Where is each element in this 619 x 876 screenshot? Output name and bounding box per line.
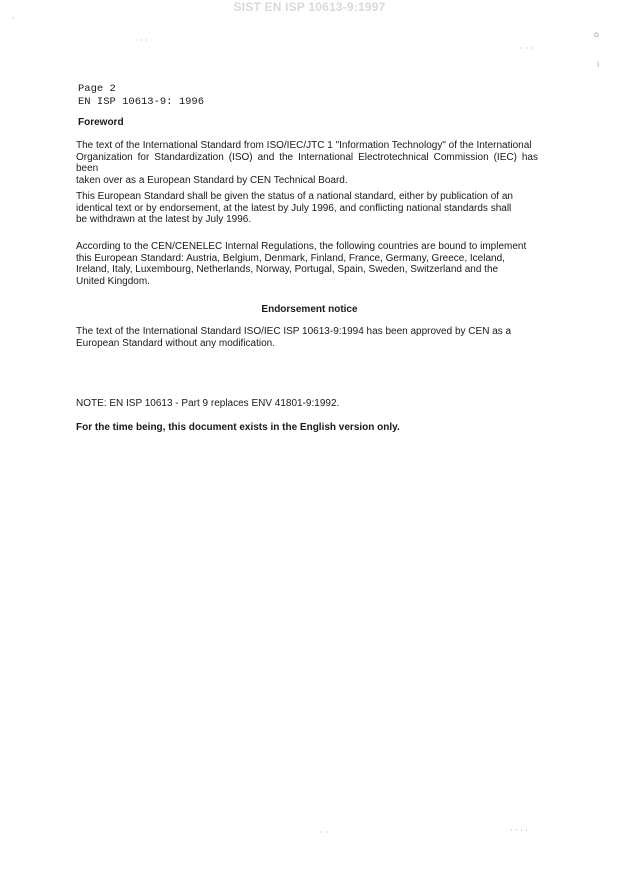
standard-reference: EN ISP 10613-9: 1996: [78, 95, 205, 108]
foreword-paragraph-2: This European Standard shall be given the status of a national standard, either by publication of an identical text or by endorsement, at the latest by July 1996, and conflicting national standards shall be withdrawn at the latest by July 1996.: [76, 191, 513, 226]
replacement-note: NOTE: EN ISP 10613 - Part 9 replaces ENV 41801-9:1992.: [76, 398, 340, 409]
scan-speck: · · ·: [520, 44, 533, 53]
scan-speck: · ·: [140, 36, 148, 45]
foreword-paragraph-3: According to the CEN/CENELEC Internal Regulations, the following countries are bound to implement this European Standard: Austria, Belgium, Denmark, Finland, France, Germany, Greece, Iceland, Ireland, Italy, Luxembourg, Netherlands, Norway, Portugal, Spain, Sweden, Switzerland and the United Kingdom.: [76, 241, 527, 287]
page-number: Page 2: [78, 83, 116, 95]
language-note: For the time being, this document exists in the English version only.: [76, 422, 400, 433]
scan-speck: o: [594, 30, 599, 39]
foreword-paragraph-1: The text of the International Standard from ISO/IEC/JTC 1 "Information Technology" of the International Organization for Standardization (ISO) and the International Electrotechnical Commission (IEC) has been taken over as a European Standard by CEN Technical Board.: [76, 140, 538, 186]
page-header: [78, 83, 204, 108]
scan-speck: i: [597, 60, 600, 69]
watermark: SIST EN ISP 10613-9:1997: [233, 0, 386, 14]
scan-speck: · · · ·: [510, 826, 528, 835]
scan-speck: ·: [12, 14, 15, 23]
foreword-heading: Foreword: [78, 117, 124, 128]
scan-speck: · ·: [320, 828, 328, 837]
endorsement-heading: Endorsement notice: [261, 304, 358, 315]
endorsement-paragraph: The text of the International Standard ISO/IEC ISP 10613-9:1994 has been approved by CEN as a European Standard without any modification.: [76, 326, 512, 349]
